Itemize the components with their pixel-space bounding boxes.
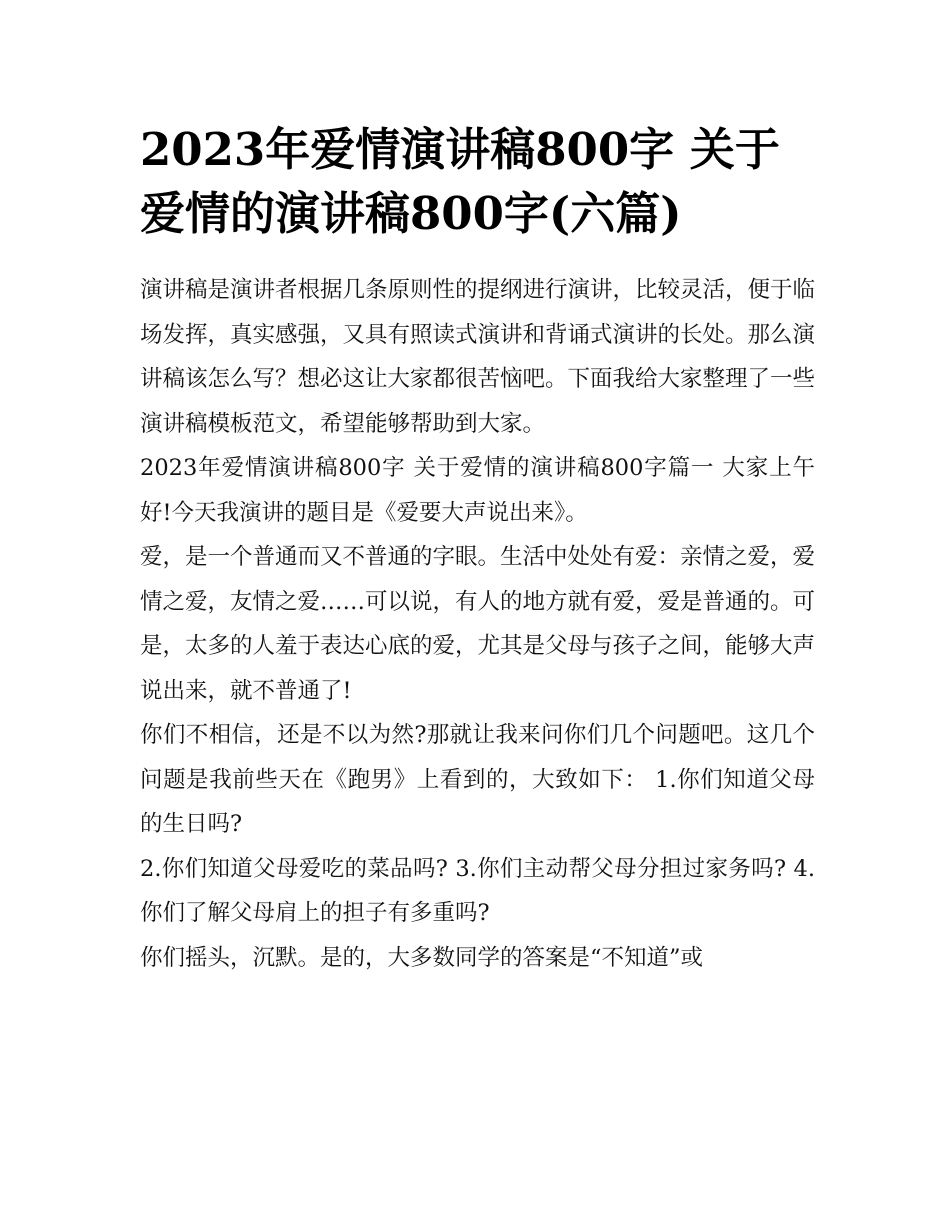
document-content — [140, 118, 815, 980]
paragraph-answer: 你们摇头，沉默。是的，大多数同学的答案是“不知道”或 — [140, 944, 704, 971]
document-title: 2023年爱情演讲稿800字 关于爱情的演讲稿800字(六篇) — [140, 123, 780, 240]
paragraph-love: 爱，是一个普通而又不普通的字眼。生活中处处有爱：亲情之爱，爱情之爱，友情之爱……可以说，有人的地方就有爱，爱是普通的。可是，太多的人羞于表达心底的爱，尤其是父母与孩子之间，能够大声说出来，就不普通了! — [140, 544, 816, 704]
paragraph-opening: 2023年爱情演讲稿800字 关于爱情的演讲稿800字篇一 大家上午好!今天我演讲的题目是《爱要大声说出来》。 — [140, 455, 815, 526]
paragraph-question-list: 2.你们知道父母爱吃的菜品吗? 3.你们主动帮父母分担过家务吗? 4.你们了解父母肩上的担子有多重吗? — [140, 855, 815, 926]
paragraph-intro: 演讲稿是演讲者根据几条原则性的提纲进行演讲，比较灵活，便于临场发挥，真实感强，又具有照读式演讲和背诵式演讲的长处。那么演讲稿该怎么写？想必这让大家都很苦恼吧。下面我给大家整理了一些演讲稿模板范文，希望能够帮助到大家。 — [140, 277, 816, 437]
paragraph-questions: 你们不相信，还是不以为然?那就让我来问你们几个问题吧。这几个问题是我前些天在《跑男》上看到的，大致如下： 1.你们知道父母的生日吗? — [140, 722, 815, 837]
document-body — [140, 268, 815, 980]
title-wrap — [140, 118, 815, 246]
